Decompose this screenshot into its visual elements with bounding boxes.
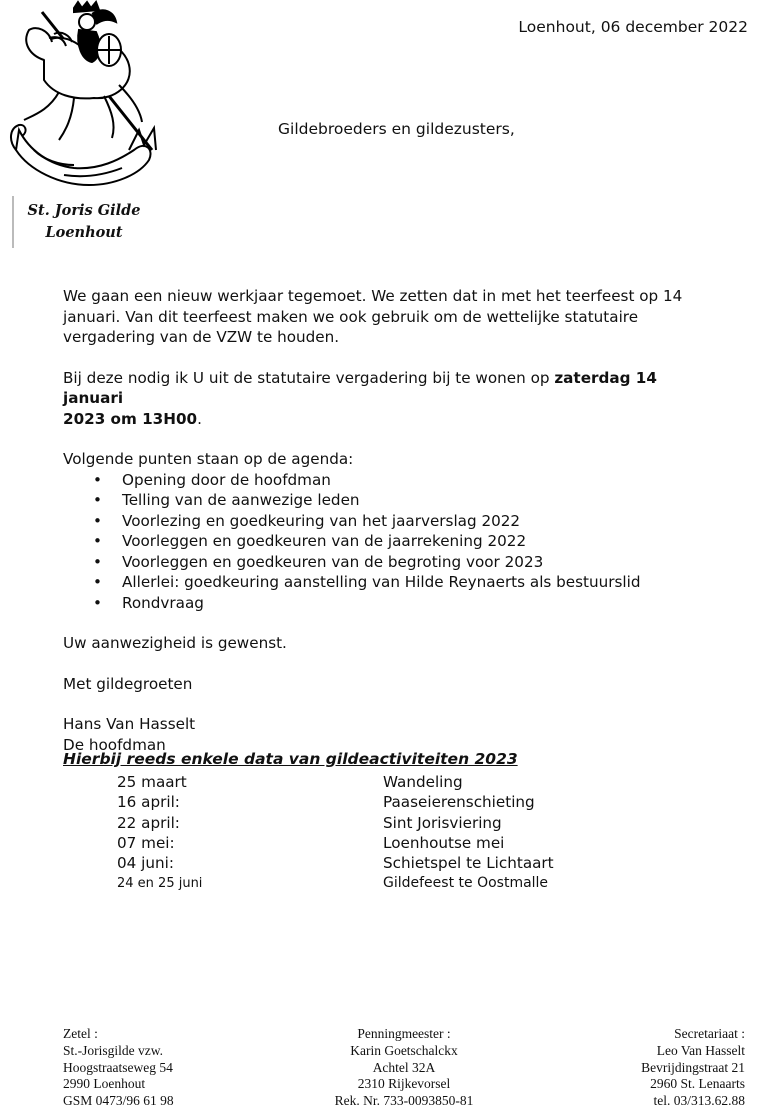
activity-row bbox=[117, 793, 617, 813]
letter-date: Loenhout, 06 december 2022 bbox=[518, 18, 748, 36]
letter-footer bbox=[63, 1026, 745, 1109]
activity-row bbox=[117, 834, 617, 854]
activity-name: Wandeling bbox=[383, 773, 463, 791]
activity-row bbox=[117, 773, 617, 793]
activity-date: 16 april: bbox=[117, 793, 180, 812]
meeting-date-bold: zaterdag 14 januari bbox=[63, 368, 657, 407]
activity-date: 22 april: bbox=[117, 813, 180, 832]
guild-logo bbox=[4, 0, 164, 250]
invitation-text: Bij deze nodig ik U uit de statutaire vergadering bij te wonen op bbox=[63, 368, 555, 387]
activity-name: Sint Jorisviering bbox=[383, 813, 502, 832]
closing-greeting: Met gildegroeten bbox=[63, 674, 193, 693]
bullet-icon: • bbox=[93, 593, 102, 612]
bullet-icon: • bbox=[93, 511, 102, 530]
paragraph-line: vergadering van de VZW te houden. bbox=[63, 328, 340, 346]
footer-secretariat-column: Secretariaat : Leo Van Hasselt Bevrijdingstraat 21 2960 St. Lenaarts tel. 03/313.62.88 bbox=[641, 1026, 745, 1109]
activity-name: Gildefeest te Oostmalle bbox=[383, 875, 549, 892]
invitation-paragraph bbox=[63, 368, 703, 430]
agenda-item: • Telling van de aanwezige leden bbox=[93, 491, 360, 509]
signer-title: De hoofdman bbox=[63, 735, 166, 754]
logo-divider bbox=[12, 196, 14, 248]
activities-title: Hierbij reeds enkele data van gildeactiviteiten 2023 bbox=[63, 750, 518, 768]
agenda-item: • Voorleggen en goedkeuren van de jaarrekening 2022 bbox=[93, 532, 527, 550]
bullet-icon: • bbox=[93, 470, 102, 489]
st-george-dragon-emblem-icon bbox=[4, 0, 164, 195]
activity-name: Schietspel te Lichtaart bbox=[383, 854, 554, 873]
invitation-end: . bbox=[197, 409, 202, 428]
agenda-item: • Allerlei: goedkeuring aanstelling van Hilde Reynaerts als bestuurslid bbox=[93, 573, 641, 591]
activities-list bbox=[117, 773, 617, 895]
agenda-item: • Rondvraag bbox=[93, 593, 204, 612]
agenda-list bbox=[63, 470, 703, 614]
activity-row bbox=[117, 874, 617, 894]
activity-date: 04 juni: bbox=[117, 854, 174, 873]
bullet-icon: • bbox=[93, 532, 102, 550]
bullet-icon: • bbox=[93, 573, 102, 591]
activity-date: 24 en 25 juni bbox=[117, 876, 203, 892]
agenda-item: • Voorlezing en goedkeuring van het jaarverslag 2022 bbox=[93, 511, 521, 530]
activity-row bbox=[117, 854, 617, 874]
letter-body bbox=[63, 286, 703, 755]
agenda-intro: Volgende punten staan op de agenda: bbox=[63, 450, 354, 468]
bullet-icon: • bbox=[93, 552, 102, 571]
activity-name: Paaseierenschieting bbox=[383, 793, 535, 812]
logo-text-town: Loenhout bbox=[45, 224, 123, 241]
agenda-item: • Opening door de hoofdman bbox=[93, 470, 331, 489]
activity-row bbox=[117, 814, 617, 834]
presence-note: Uw aanwezigheid is gewenst. bbox=[63, 634, 287, 652]
meeting-time-bold: 2023 om 13H00 bbox=[63, 409, 198, 428]
paragraph-line: We gaan een nieuw werkjaar tegemoet. We zetten dat in met het teerfeest op 14 bbox=[63, 287, 683, 305]
agenda-item: • Voorleggen en goedkeuren van de begroting voor 2023 bbox=[93, 552, 544, 571]
activity-date: 25 maart bbox=[117, 773, 187, 791]
bullet-icon: • bbox=[93, 491, 102, 509]
footer-treasurer-column: Penningmeester : Karin Goetschalckx Achtel 32A 2310 Rijkevorsel Rek. Nr. 733-0093850-81 bbox=[334, 1026, 474, 1109]
signer-name: Hans Van Hasselt bbox=[63, 715, 196, 733]
paragraph-line: januari. Van dit teerfeest maken we ook gebruik om de wettelijke statutaire bbox=[63, 307, 639, 326]
footer-seat-column: Zetel : St.-Jorisgilde vzw. Hoogstraatseweg 54 2990 Loenhout GSM 0473/96 61 98 bbox=[63, 1026, 174, 1109]
logo-text-guild-name: St. Joris Gilde bbox=[27, 202, 141, 219]
salutation: Gildebroeders en gildezusters, bbox=[278, 120, 515, 138]
activity-date: 07 mei: bbox=[117, 833, 175, 852]
activity-name: Loenhoutse mei bbox=[383, 833, 505, 852]
